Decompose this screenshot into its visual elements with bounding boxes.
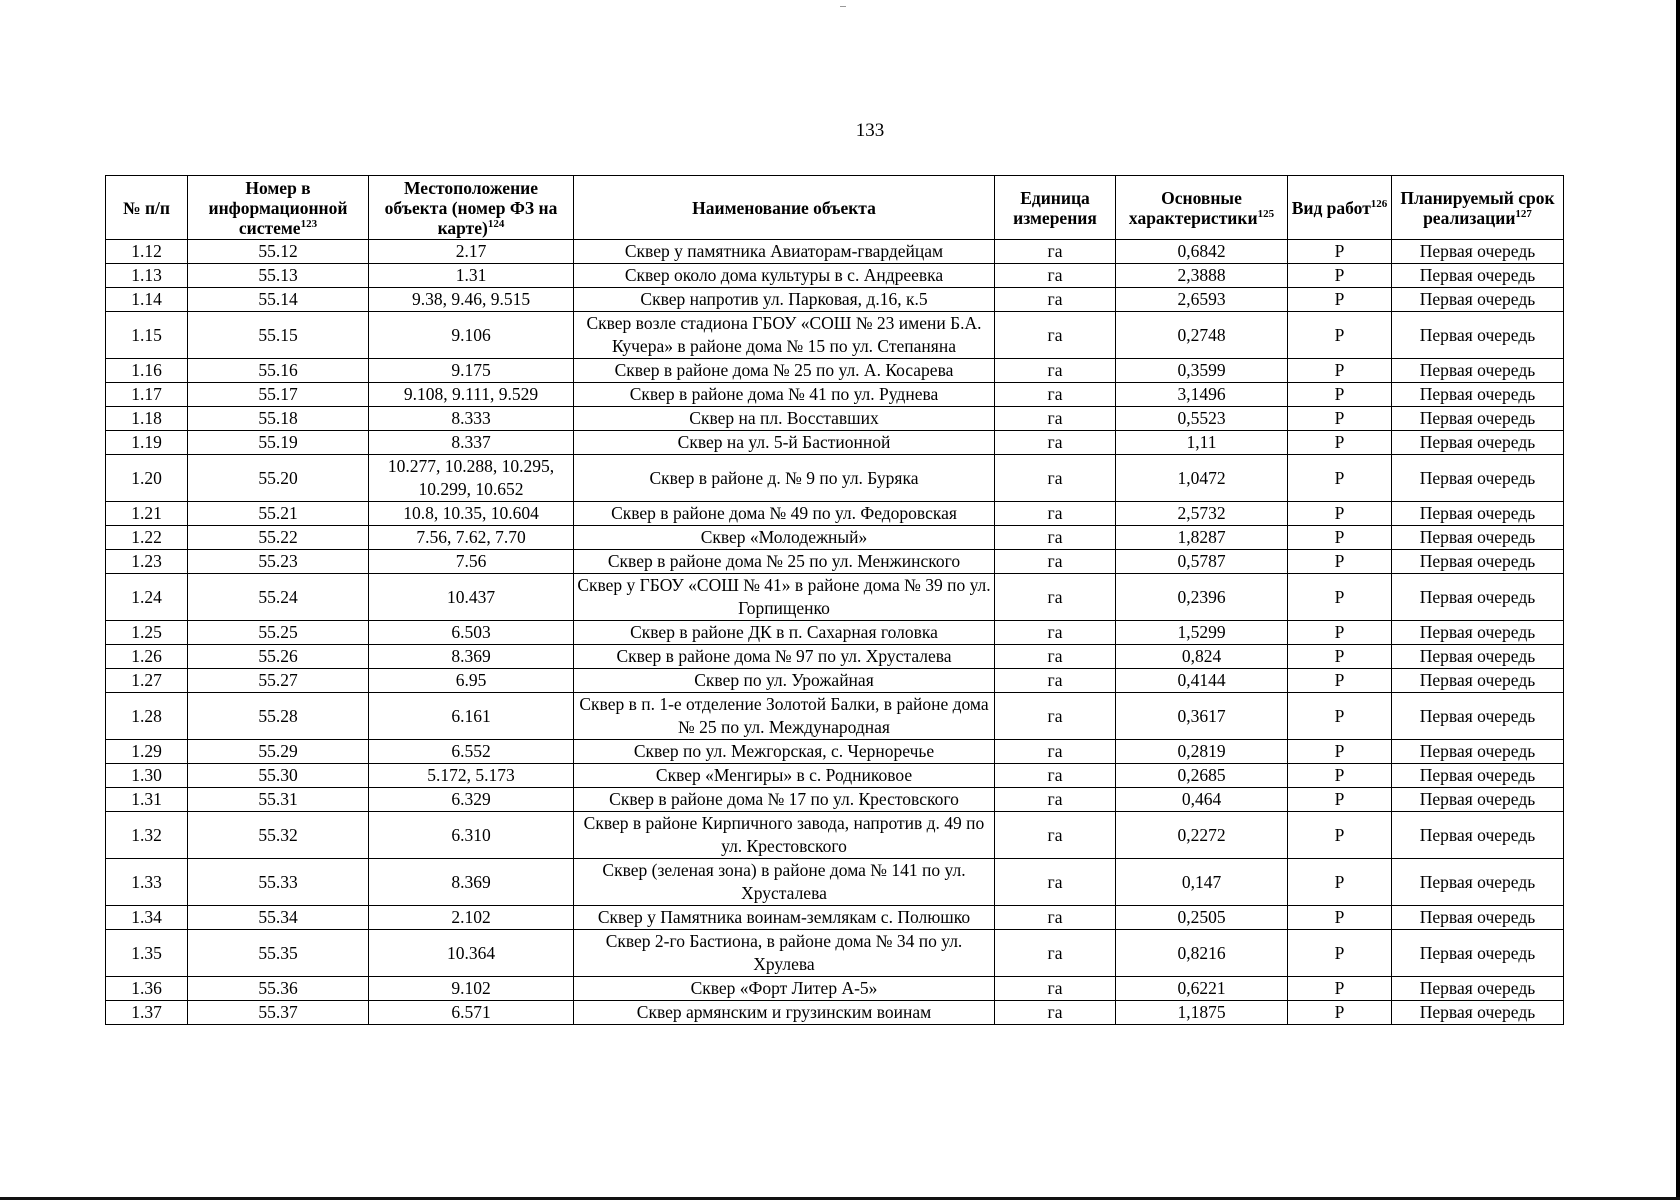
characteristics-cell: 0,5523 bbox=[1116, 407, 1288, 431]
header-cell-4: Единица измерения bbox=[995, 176, 1116, 240]
characteristics-cell: 0,4144 bbox=[1116, 669, 1288, 693]
object-name-cell: Сквер в районе дома № 25 по ул. Менжинского bbox=[574, 550, 995, 574]
system-number-cell: 55.25 bbox=[188, 621, 369, 645]
unit-cell: га bbox=[995, 550, 1116, 574]
term-cell: Первая очередь bbox=[1392, 264, 1564, 288]
table-row bbox=[106, 455, 1564, 502]
object-name-cell: Сквер в районе дома № 49 по ул. Федоровская bbox=[574, 502, 995, 526]
system-number-cell: 55.31 bbox=[188, 788, 369, 812]
term-cell: Первая очередь bbox=[1392, 359, 1564, 383]
characteristics-cell: 2,3888 bbox=[1116, 264, 1288, 288]
unit-cell: га bbox=[995, 645, 1116, 669]
term-cell: Первая очередь bbox=[1392, 550, 1564, 574]
term-cell: Первая очередь bbox=[1392, 906, 1564, 930]
unit-cell: га bbox=[995, 977, 1116, 1001]
unit-cell: га bbox=[995, 574, 1116, 621]
object-name-cell: Сквер возле стадиона ГБОУ «СОШ № 23 имени Б.А. Кучера» в районе дома № 15 по ул. Степаняна bbox=[574, 312, 995, 359]
location-cell: 10.8, 10.35, 10.604 bbox=[369, 502, 574, 526]
row-number-cell: 1.20 bbox=[106, 455, 188, 502]
unit-cell: га bbox=[995, 455, 1116, 502]
system-number-cell: 55.17 bbox=[188, 383, 369, 407]
location-cell: 8.369 bbox=[369, 859, 574, 906]
row-number-cell: 1.33 bbox=[106, 859, 188, 906]
row-number-cell: 1.13 bbox=[106, 264, 188, 288]
term-cell: Первая очередь bbox=[1392, 383, 1564, 407]
term-cell: Первая очередь bbox=[1392, 312, 1564, 359]
table-row bbox=[106, 930, 1564, 977]
row-number-cell: 1.37 bbox=[106, 1001, 188, 1025]
row-number-cell: 1.24 bbox=[106, 574, 188, 621]
header-cell-6: Вид работ$^{126}$ bbox=[1288, 176, 1392, 240]
work-type-cell: Р bbox=[1288, 764, 1392, 788]
unit-cell: га bbox=[995, 288, 1116, 312]
row-number-cell: 1.36 bbox=[106, 977, 188, 1001]
work-type-cell: Р bbox=[1288, 788, 1392, 812]
term-cell: Первая очередь bbox=[1392, 621, 1564, 645]
page-number: 133 bbox=[855, 120, 885, 141]
table-row bbox=[106, 764, 1564, 788]
object-name-cell: Сквер «Форт Литер А-5» bbox=[574, 977, 995, 1001]
work-type-cell: Р bbox=[1288, 621, 1392, 645]
row-number-cell: 1.32 bbox=[106, 812, 188, 859]
location-cell: 10.364 bbox=[369, 930, 574, 977]
characteristics-cell: 1,0472 bbox=[1116, 455, 1288, 502]
location-cell: 6.571 bbox=[369, 1001, 574, 1025]
system-number-cell: 55.32 bbox=[188, 812, 369, 859]
object-name-cell: Сквер в районе ДК в п. Сахарная головка bbox=[574, 621, 995, 645]
system-number-cell: 55.14 bbox=[188, 288, 369, 312]
row-number-cell: 1.25 bbox=[106, 621, 188, 645]
object-name-cell: Сквер (зеленая зона) в районе дома № 141 по ул. Хрусталева bbox=[574, 859, 995, 906]
system-number-cell: 55.27 bbox=[188, 669, 369, 693]
work-type-cell: Р bbox=[1288, 930, 1392, 977]
characteristics-cell: 2,5732 bbox=[1116, 502, 1288, 526]
system-number-cell: 55.35 bbox=[188, 930, 369, 977]
characteristics-cell: 2,6593 bbox=[1116, 288, 1288, 312]
row-number-cell: 1.27 bbox=[106, 669, 188, 693]
scan-border-right bbox=[1676, 0, 1680, 1200]
unit-cell: га bbox=[995, 621, 1116, 645]
term-cell: Первая очередь bbox=[1392, 764, 1564, 788]
object-name-cell: Сквер у ГБОУ «СОШ № 41» в районе дома № 39 по ул. Горпищенко bbox=[574, 574, 995, 621]
system-number-cell: 55.20 bbox=[188, 455, 369, 502]
table-row bbox=[106, 621, 1564, 645]
characteristics-cell: 0,2819 bbox=[1116, 740, 1288, 764]
system-number-cell: 55.12 bbox=[188, 240, 369, 264]
location-cell: 10.437 bbox=[369, 574, 574, 621]
work-type-cell: Р bbox=[1288, 669, 1392, 693]
work-type-cell: Р bbox=[1288, 526, 1392, 550]
work-type-cell: Р bbox=[1288, 455, 1392, 502]
location-cell: 6.503 bbox=[369, 621, 574, 645]
work-type-cell: Р bbox=[1288, 288, 1392, 312]
row-number-cell: 1.30 bbox=[106, 764, 188, 788]
object-name-cell: Сквер 2-го Бастиона, в районе дома № 34 по ул. Хрулева bbox=[574, 930, 995, 977]
system-number-cell: 55.22 bbox=[188, 526, 369, 550]
system-number-cell: 55.33 bbox=[188, 859, 369, 906]
work-type-cell: Р bbox=[1288, 740, 1392, 764]
unit-cell: га bbox=[995, 693, 1116, 740]
table-row bbox=[106, 240, 1564, 264]
object-name-cell: Сквер в районе дома № 41 по ул. Руднева bbox=[574, 383, 995, 407]
object-name-cell: Сквер напротив ул. Парковая, д.16, к.5 bbox=[574, 288, 995, 312]
unit-cell: га bbox=[995, 383, 1116, 407]
unit-cell: га bbox=[995, 240, 1116, 264]
header-cell-7: Планируемый срок реализации$^{127}$ bbox=[1392, 176, 1564, 240]
location-cell: 6.329 bbox=[369, 788, 574, 812]
table-row bbox=[106, 407, 1564, 431]
table-header-row bbox=[106, 176, 1564, 240]
location-cell: 8.337 bbox=[369, 431, 574, 455]
system-number-cell: 55.16 bbox=[188, 359, 369, 383]
term-cell: Первая очередь bbox=[1392, 977, 1564, 1001]
object-name-cell: Сквер «Менгиры» в с. Родниковое bbox=[574, 764, 995, 788]
work-type-cell: Р bbox=[1288, 859, 1392, 906]
system-number-cell: 55.19 bbox=[188, 431, 369, 455]
characteristics-cell: 0,2748 bbox=[1116, 312, 1288, 359]
unit-cell: га bbox=[995, 312, 1116, 359]
location-cell: 5.172, 5.173 bbox=[369, 764, 574, 788]
row-number-cell: 1.35 bbox=[106, 930, 188, 977]
object-name-cell: Сквер на ул. 5-й Бастионной bbox=[574, 431, 995, 455]
term-cell: Первая очередь bbox=[1392, 526, 1564, 550]
term-cell: Первая очередь bbox=[1392, 930, 1564, 977]
work-type-cell: Р bbox=[1288, 407, 1392, 431]
characteristics-cell: 0,3617 bbox=[1116, 693, 1288, 740]
unit-cell: га bbox=[995, 906, 1116, 930]
row-number-cell: 1.17 bbox=[106, 383, 188, 407]
table-row bbox=[106, 740, 1564, 764]
term-cell: Первая очередь bbox=[1392, 288, 1564, 312]
location-cell: 9.106 bbox=[369, 312, 574, 359]
object-name-cell: Сквер армянским и грузинским воинам bbox=[574, 1001, 995, 1025]
object-name-cell: Сквер в районе Кирпичного завода, напротив д. 49 по ул. Крестовского bbox=[574, 812, 995, 859]
unit-cell: га bbox=[995, 764, 1116, 788]
row-number-cell: 1.26 bbox=[106, 645, 188, 669]
work-type-cell: Р bbox=[1288, 645, 1392, 669]
location-cell: 6.310 bbox=[369, 812, 574, 859]
term-cell: Первая очередь bbox=[1392, 455, 1564, 502]
object-name-cell: Сквер на пл. Восставших bbox=[574, 407, 995, 431]
system-number-cell: 55.23 bbox=[188, 550, 369, 574]
object-name-cell: Сквер по ул. Урожайная bbox=[574, 669, 995, 693]
row-number-cell: 1.16 bbox=[106, 359, 188, 383]
term-cell: Первая очередь bbox=[1392, 431, 1564, 455]
row-number-cell: 1.21 bbox=[106, 502, 188, 526]
work-type-cell: Р bbox=[1288, 550, 1392, 574]
object-name-cell: Сквер в районе дома № 17 по ул. Крестовского bbox=[574, 788, 995, 812]
object-name-cell: Сквер у памятника Авиаторам-гвардейцам bbox=[574, 240, 995, 264]
location-cell: 6.95 bbox=[369, 669, 574, 693]
characteristics-cell: 0,2272 bbox=[1116, 812, 1288, 859]
unit-cell: га bbox=[995, 812, 1116, 859]
characteristics-cell: 1,8287 bbox=[1116, 526, 1288, 550]
table-row bbox=[106, 526, 1564, 550]
characteristics-cell: 1,11 bbox=[1116, 431, 1288, 455]
system-number-cell: 55.21 bbox=[188, 502, 369, 526]
unit-cell: га bbox=[995, 359, 1116, 383]
table-row bbox=[106, 788, 1564, 812]
table-row bbox=[106, 669, 1564, 693]
term-cell: Первая очередь bbox=[1392, 574, 1564, 621]
term-cell: Первая очередь bbox=[1392, 812, 1564, 859]
unit-cell: га bbox=[995, 431, 1116, 455]
object-name-cell: Сквер «Молодежный» bbox=[574, 526, 995, 550]
characteristics-cell: 0,2505 bbox=[1116, 906, 1288, 930]
object-name-cell: Сквер в районе д. № 9 по ул. Буряка bbox=[574, 455, 995, 502]
location-cell: 1.31 bbox=[369, 264, 574, 288]
location-cell: 7.56 bbox=[369, 550, 574, 574]
table-row bbox=[106, 859, 1564, 906]
unit-cell: га bbox=[995, 526, 1116, 550]
unit-cell: га bbox=[995, 859, 1116, 906]
system-number-cell: 55.34 bbox=[188, 906, 369, 930]
header-cell-5: Основные характеристики$^{125}$ bbox=[1116, 176, 1288, 240]
term-cell: Первая очередь bbox=[1392, 669, 1564, 693]
work-type-cell: Р bbox=[1288, 431, 1392, 455]
row-number-cell: 1.34 bbox=[106, 906, 188, 930]
characteristics-cell: 0,824 bbox=[1116, 645, 1288, 669]
table-row bbox=[106, 359, 1564, 383]
table-row bbox=[106, 906, 1564, 930]
term-cell: Первая очередь bbox=[1392, 1001, 1564, 1025]
location-cell: 2.17 bbox=[369, 240, 574, 264]
location-cell: 9.38, 9.46, 9.515 bbox=[369, 288, 574, 312]
system-number-cell: 55.30 bbox=[188, 764, 369, 788]
table-row bbox=[106, 812, 1564, 859]
header-cell-3: Наименование объекта bbox=[574, 176, 995, 240]
system-number-cell: 55.13 bbox=[188, 264, 369, 288]
characteristics-cell: 1,1875 bbox=[1116, 1001, 1288, 1025]
table-row bbox=[106, 645, 1564, 669]
characteristics-cell: 0,2396 bbox=[1116, 574, 1288, 621]
location-cell: 6.552 bbox=[369, 740, 574, 764]
object-name-cell: Сквер в п. 1-е отделение Золотой Балки, в районе дома № 25 по ул. Международная bbox=[574, 693, 995, 740]
work-type-cell: Р bbox=[1288, 693, 1392, 740]
work-type-cell: Р bbox=[1288, 574, 1392, 621]
system-number-cell: 55.29 bbox=[188, 740, 369, 764]
row-number-cell: 1.18 bbox=[106, 407, 188, 431]
row-number-cell: 1.29 bbox=[106, 740, 188, 764]
location-cell: 9.102 bbox=[369, 977, 574, 1001]
scan-mark bbox=[840, 6, 846, 7]
work-type-cell: Р bbox=[1288, 240, 1392, 264]
location-cell: 2.102 bbox=[369, 906, 574, 930]
table-row bbox=[106, 288, 1564, 312]
unit-cell: га bbox=[995, 740, 1116, 764]
row-number-cell: 1.22 bbox=[106, 526, 188, 550]
work-type-cell: Р bbox=[1288, 812, 1392, 859]
unit-cell: га bbox=[995, 788, 1116, 812]
row-number-cell: 1.14 bbox=[106, 288, 188, 312]
work-type-cell: Р bbox=[1288, 906, 1392, 930]
header-cell-0: № п/п bbox=[106, 176, 188, 240]
table-row bbox=[106, 1001, 1564, 1025]
table-row bbox=[106, 574, 1564, 621]
location-cell: 8.369 bbox=[369, 645, 574, 669]
work-type-cell: Р bbox=[1288, 264, 1392, 288]
term-cell: Первая очередь bbox=[1392, 240, 1564, 264]
table-row bbox=[106, 431, 1564, 455]
header-cell-1: Номер в информационной системе$^{123}$ bbox=[188, 176, 369, 240]
row-number-cell: 1.28 bbox=[106, 693, 188, 740]
table-row bbox=[106, 693, 1564, 740]
location-cell: 8.333 bbox=[369, 407, 574, 431]
location-cell: 10.277, 10.288, 10.295, 10.299, 10.652 bbox=[369, 455, 574, 502]
row-number-cell: 1.31 bbox=[106, 788, 188, 812]
row-number-cell: 1.12 bbox=[106, 240, 188, 264]
objects-table bbox=[105, 175, 1564, 1025]
term-cell: Первая очередь bbox=[1392, 645, 1564, 669]
system-number-cell: 55.24 bbox=[188, 574, 369, 621]
term-cell: Первая очередь bbox=[1392, 788, 1564, 812]
table-row bbox=[106, 977, 1564, 1001]
table-row bbox=[106, 264, 1564, 288]
work-type-cell: Р bbox=[1288, 383, 1392, 407]
system-number-cell: 55.37 bbox=[188, 1001, 369, 1025]
table-row bbox=[106, 550, 1564, 574]
table-body bbox=[106, 240, 1564, 1025]
characteristics-cell: 0,464 bbox=[1116, 788, 1288, 812]
unit-cell: га bbox=[995, 669, 1116, 693]
unit-cell: га bbox=[995, 407, 1116, 431]
work-type-cell: Р bbox=[1288, 359, 1392, 383]
unit-cell: га bbox=[995, 930, 1116, 977]
term-cell: Первая очередь bbox=[1392, 693, 1564, 740]
object-name-cell: Сквер в районе дома № 25 по ул. А. Косарева bbox=[574, 359, 995, 383]
system-number-cell: 55.28 bbox=[188, 693, 369, 740]
object-name-cell: Сквер по ул. Межгорская, с. Черноречье bbox=[574, 740, 995, 764]
characteristics-cell: 0,3599 bbox=[1116, 359, 1288, 383]
table-row bbox=[106, 383, 1564, 407]
characteristics-cell: 0,6221 bbox=[1116, 977, 1288, 1001]
term-cell: Первая очередь bbox=[1392, 502, 1564, 526]
characteristics-cell: 0,147 bbox=[1116, 859, 1288, 906]
system-number-cell: 55.15 bbox=[188, 312, 369, 359]
characteristics-cell: 1,5299 bbox=[1116, 621, 1288, 645]
unit-cell: га bbox=[995, 1001, 1116, 1025]
system-number-cell: 55.36 bbox=[188, 977, 369, 1001]
term-cell: Первая очередь bbox=[1392, 407, 1564, 431]
object-name-cell: Сквер в районе дома № 97 по ул. Хрусталева bbox=[574, 645, 995, 669]
term-cell: Первая очередь bbox=[1392, 740, 1564, 764]
object-name-cell: Сквер около дома культуры в с. Андреевка bbox=[574, 264, 995, 288]
characteristics-cell: 0,2685 bbox=[1116, 764, 1288, 788]
location-cell: 6.161 bbox=[369, 693, 574, 740]
work-type-cell: Р bbox=[1288, 502, 1392, 526]
characteristics-cell: 0,6842 bbox=[1116, 240, 1288, 264]
unit-cell: га bbox=[995, 502, 1116, 526]
characteristics-cell: 3,1496 bbox=[1116, 383, 1288, 407]
object-name-cell: Сквер у Памятника воинам-землякам с. Полюшко bbox=[574, 906, 995, 930]
table-row bbox=[106, 502, 1564, 526]
row-number-cell: 1.15 bbox=[106, 312, 188, 359]
work-type-cell: Р bbox=[1288, 977, 1392, 1001]
system-number-cell: 55.26 bbox=[188, 645, 369, 669]
term-cell: Первая очередь bbox=[1392, 859, 1564, 906]
header-cell-2: Местоположение объекта (номер ФЗ на карте)$^{124}$ bbox=[369, 176, 574, 240]
row-number-cell: 1.19 bbox=[106, 431, 188, 455]
system-number-cell: 55.18 bbox=[188, 407, 369, 431]
unit-cell: га bbox=[995, 264, 1116, 288]
work-type-cell: Р bbox=[1288, 312, 1392, 359]
characteristics-cell: 0,5787 bbox=[1116, 550, 1288, 574]
location-cell: 7.56, 7.62, 7.70 bbox=[369, 526, 574, 550]
table-row bbox=[106, 312, 1564, 359]
row-number-cell: 1.23 bbox=[106, 550, 188, 574]
location-cell: 9.175 bbox=[369, 359, 574, 383]
location-cell: 9.108, 9.111, 9.529 bbox=[369, 383, 574, 407]
characteristics-cell: 0,8216 bbox=[1116, 930, 1288, 977]
work-type-cell: Р bbox=[1288, 1001, 1392, 1025]
